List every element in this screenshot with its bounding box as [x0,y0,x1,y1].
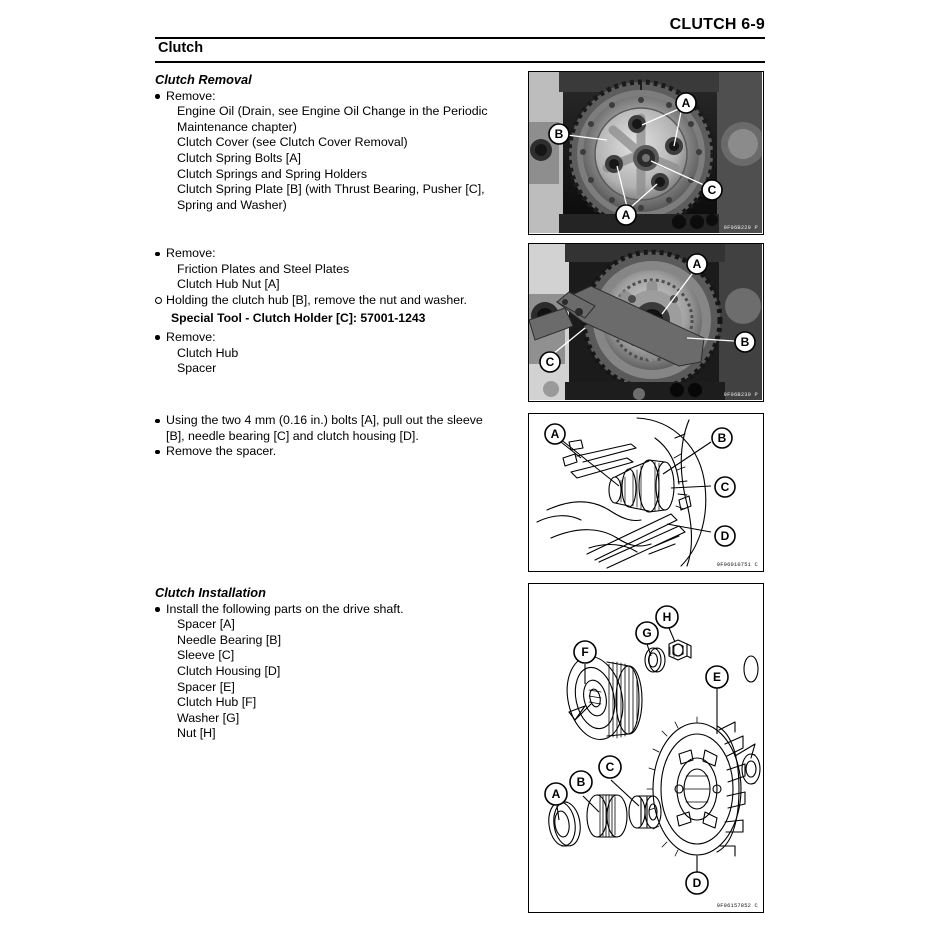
callout-A [676,93,696,113]
bullet-dot-icon [155,335,160,340]
callout-E [706,666,728,688]
list-item: Clutch Spring Bolts [A] [177,150,301,165]
callout-D [686,872,708,894]
text-block-clutch-removal [155,72,515,213]
svg-text:D: D [720,529,730,543]
header-rule-bottom [155,61,765,63]
figure-clutch-exploded [528,583,764,913]
callout-D [715,526,735,546]
list-item: Clutch Springs and Spring Holders [177,166,368,181]
svg-text:C: C [707,183,717,197]
callout-C [715,477,735,497]
bullet-dot-icon [155,450,160,455]
callout-A-2 [616,205,636,225]
list-item: Clutch Spring Plate [B] (with Thrust Bearing, Pusher [C], [177,182,485,197]
bullet-dot-icon [155,94,160,99]
list-item: Washer [G] [177,710,240,725]
list-item [155,413,515,429]
list-item [155,246,515,262]
list-item-label: Remove: [166,329,216,344]
svg-text:H: H [662,610,672,624]
callout-F [574,641,596,663]
list-item: Clutch Housing [D] [177,663,281,678]
list-item-label: Remove the spacer. [166,444,277,459]
list-item: Needle Bearing [B] [177,632,282,647]
figure-clutch-spring-plate [528,71,764,235]
callout-H [656,606,678,628]
list-item: Spacer [177,361,217,376]
svg-text:A: A [621,208,631,222]
list-item: Maintenance chapter) [177,119,297,134]
list-item: Clutch Cover (see Clutch Cover Removal) [177,135,408,150]
svg-text:A: A [551,787,561,801]
list-item: Nut [H] [177,726,216,741]
figure-code: 9F06010751 C [716,562,758,568]
svg-text:B: B [740,335,750,349]
svg-text:B: B [717,431,727,445]
list-item: Clutch Hub [177,345,239,360]
list-item: Friction Plates and Steel Plates [177,261,350,276]
callout-B [712,428,732,448]
callout-A [545,783,567,805]
list-item: Spring and Washer) [177,197,287,212]
bullet-dot-icon [155,607,160,612]
list-item-label: Remove: [166,246,216,260]
figure-3-image [529,414,762,570]
list-item [155,444,515,460]
list-item [155,602,515,618]
svg-text:C: C [545,355,555,369]
bullet-dot-icon [155,252,160,257]
figure-code: 9F06B230 P [723,392,758,398]
list-item-continuation: [B], needle bearing [C] and clutch housing [D]. [166,428,419,443]
list-item-label: Install the following parts on the drive shaft. [166,601,404,616]
list-item [155,330,515,346]
svg-text:A: A [692,257,702,271]
list-item: Spacer [E] [177,679,235,694]
svg-text:B: B [576,775,586,789]
text-block-sleeve-removal [155,413,515,460]
list-item: Sleeve [C] [177,648,235,663]
figure-4-image [529,584,762,911]
list-item [155,89,515,105]
page-title: Clutch [158,40,204,56]
figure-sleeve-pullout [528,413,764,572]
bullet-dot-icon [155,419,160,424]
svg-text:D: D [692,876,702,890]
svg-text:F: F [581,645,589,659]
svg-text:C: C [605,760,615,774]
callout-G [636,622,658,644]
list-item: Spacer [A] [177,617,235,632]
list-item: Engine Oil (Drain, see Engine Oil Change in the Periodic [177,104,488,119]
list-item-label: Remove: [166,88,216,103]
svg-text:A: A [681,96,691,110]
list-item-label: Using the two 4 mm (0.16 in.) bolts [A], pull out the sleeve [166,413,483,427]
callout-C [702,180,722,200]
svg-text:A: A [550,427,560,441]
figure-clutch-holder [528,243,764,402]
callout-C [540,352,560,372]
open-circle-icon [155,297,162,304]
list-item: Clutch Hub [F] [177,695,257,710]
special-tool-note: Special Tool - Clutch Holder [C]: 57001-1243 [171,311,426,326]
svg-text:C: C [720,480,730,494]
text-block-hub-removal [155,246,515,377]
list-item: Clutch Hub Nut [A] [177,277,280,292]
figure-1-image [529,72,762,233]
svg-text:B: B [554,127,564,141]
svg-text:G: G [642,626,652,640]
note-item [155,293,515,309]
header-rule-top [155,37,765,39]
svg-text:E: E [712,670,722,684]
subheading-clutch-removal: Clutch Removal [155,72,252,87]
callout-B [549,124,569,144]
subheading-clutch-installation: Clutch Installation [155,585,266,600]
note-item-label: Holding the clutch hub [B], remove the nut and washer. [166,292,467,307]
figure-2-image [529,244,762,400]
callout-A [687,254,707,274]
running-head: CLUTCH 6-9 [669,16,765,33]
callout-C [599,756,621,778]
callout-B [570,771,592,793]
text-block-clutch-installation [155,585,515,742]
figure-code: 9F06B229 P [723,225,758,231]
callout-B [735,332,755,352]
figure-code: 9F06157852 C [716,903,758,909]
callout-A [545,424,565,444]
